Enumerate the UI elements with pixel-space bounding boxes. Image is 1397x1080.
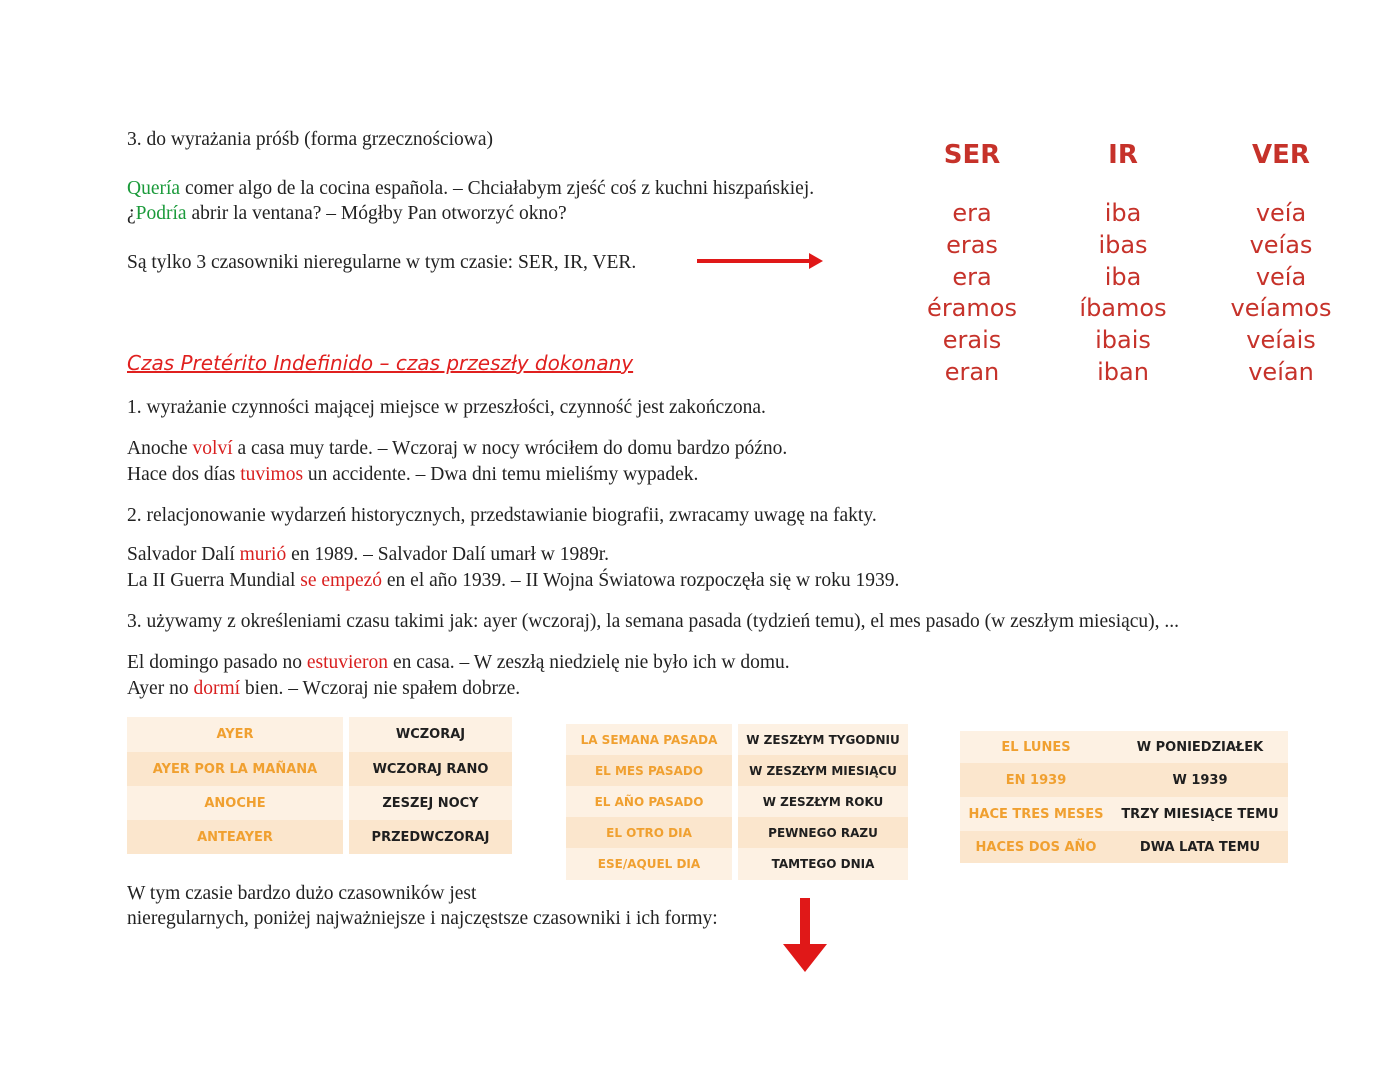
verb-form: íbamos [1079, 294, 1167, 323]
verb-form: eran [944, 357, 1000, 386]
example-volvi [127, 436, 787, 462]
verb-form: iba [1104, 199, 1142, 227]
example-murio [127, 542, 609, 568]
polish-translation: PEWNEGO RAZU [768, 825, 878, 840]
table-row [566, 786, 908, 817]
example-estuvieron [127, 650, 790, 676]
verb-highlight: estuvieron [306, 652, 389, 673]
spanish-expression: AYER [216, 727, 254, 742]
closing-line-1: W tym czasie bardzo dużo czasowników jest [127, 883, 477, 904]
verb-form: veíamos [1230, 294, 1332, 323]
table-row [566, 817, 908, 848]
down-arrow-icon [783, 898, 827, 972]
verb-form: iba [1104, 262, 1142, 291]
verb-form: veíais [1246, 326, 1316, 355]
verb-highlight: Podría [135, 203, 187, 224]
verb-form: erais [942, 326, 1002, 355]
spanish-expression: EL OTRO DIA [606, 825, 692, 840]
verb-highlight: dormí [193, 678, 241, 699]
example-dormi [127, 676, 520, 702]
polish-translation: TRZY MIESIĄCE TEMU [1121, 806, 1279, 822]
verb-form: iban [1097, 357, 1149, 386]
verb-name: VER [1252, 140, 1310, 170]
polish-translation: W PONIEDZIAŁEK [1136, 739, 1264, 755]
example-text: Hace dos días [127, 464, 241, 485]
example-text: en 1989. – Salvador Dalí umarł w 1989r. [286, 544, 610, 565]
spanish-expression: ANTEAYER [197, 829, 273, 845]
table-row [127, 786, 512, 820]
example-prefix: ¿ [127, 203, 136, 224]
example-tuvimos [127, 462, 698, 488]
polish-translation: W ZESZŁYM TYGODNIU [746, 732, 900, 747]
example-text: La II Guerra Mundial [127, 570, 301, 591]
verb-form: ibas [1098, 230, 1148, 259]
example-podria [127, 201, 567, 227]
verb-column-ir [1043, 138, 1203, 389]
time-table-specific [960, 731, 1288, 863]
example-text: Salvador Dalí [127, 544, 240, 565]
table-row [127, 820, 512, 854]
time-table-days [121, 717, 518, 854]
polish-translation: ZESZEJ NOCY [382, 795, 479, 811]
table-row [960, 731, 1288, 763]
spanish-expression: HACES DOS AÑO [975, 839, 1097, 855]
spanish-expression: EL AÑO PASADO [594, 794, 704, 809]
polish-translation: W ZESZŁYM ROKU [762, 794, 884, 809]
verb-form: era [952, 199, 992, 227]
polish-translation: W 1939 [1172, 772, 1228, 788]
right-arrow-icon [697, 259, 811, 263]
spanish-expression: AYER POR LA MAÑANA [152, 761, 318, 777]
example-text: abrir la ventana? – Mógłby Pan otworzyć okno? [186, 203, 567, 224]
table-row [127, 752, 512, 786]
polish-translation: WCZORAJ [395, 727, 466, 742]
table-row [566, 848, 908, 880]
verb-name: IR [1108, 140, 1138, 170]
verb-highlight: se empezó [300, 570, 383, 591]
verb-form: eras [946, 230, 998, 259]
example-text: Anoche [127, 438, 193, 459]
table-row [127, 717, 512, 752]
spanish-expression: HACE TRES MESES [968, 806, 1104, 822]
verb-form: era [952, 262, 992, 291]
example-text: comer algo de la cocina española. – Chciałabym zjeść coś z kuchni hiszpańskiej. [180, 178, 815, 199]
verb-form: ibais [1095, 326, 1151, 355]
polish-translation: W ZESZŁYM MIESIĄCU [749, 763, 897, 778]
closing-line-2: nieregularnych, poniżej najważniejsze i najczęstsze czasowniki i ich formy: [127, 908, 718, 929]
spanish-expression: LA SEMANA PASADA [580, 732, 718, 747]
verb-form: veías [1249, 230, 1313, 259]
verb-form: éramos [927, 294, 1017, 323]
verb-name: SER [943, 140, 1001, 170]
table-row [960, 763, 1288, 797]
table-row [960, 797, 1288, 831]
polish-translation: WCZORAJ RANO [372, 761, 489, 777]
verb-highlight: murió [239, 544, 287, 565]
verb-highlight: tuvimos [240, 464, 304, 485]
polish-translation: TAMTEGO DNIA [771, 857, 875, 871]
time-table-periods [560, 724, 914, 880]
verb-form: veía [1255, 262, 1307, 291]
polish-translation: PRZEDWCZORAJ [371, 829, 490, 845]
verb-column-ver [1201, 138, 1361, 389]
example-text: un accidente. – Dwa dni temu mieliśmy wypadek. [303, 464, 699, 485]
example-text: a casa muy tarde. – Wczoraj w nocy wróciłem do domu bardzo późno. [232, 438, 788, 459]
irregular-note: Są tylko 3 czasowniki nieregularne w tym czasie: SER, IR, VER. [127, 252, 637, 273]
example-text: Ayer no [127, 678, 194, 699]
table-row [960, 831, 1288, 863]
spanish-expression: ANOCHE [204, 795, 266, 811]
verb-highlight: volví [192, 438, 233, 459]
table-row [566, 755, 908, 786]
spanish-expression: ESE/AQUEL DIA [597, 857, 701, 871]
point-time-expressions: 3. używamy z określeniami czasu takimi jak: ayer (wczoraj), la semana pasada (tydzień temu), el mes pasado (w zeszłym miesiącu), ... [127, 611, 1180, 632]
verb-form: veían [1248, 357, 1314, 386]
verb-column-ser [892, 138, 1052, 389]
verb-highlight: Quería [127, 178, 181, 199]
spanish-expression: EL MES PASADO [594, 763, 704, 778]
section-heading: Czas Pretérito Indefinido – czas przeszły dokonany [127, 351, 634, 375]
point-polite-requests: 3. do wyrażania próśb (forma grzecznościowa) [127, 129, 494, 150]
example-text: bien. – Wczoraj nie spałem dobrze. [240, 678, 521, 699]
point-historical-events: 2. relacjonowanie wydarzeń historycznych, przedstawianie biografii, zwracamy uwagę na fakty. [127, 505, 877, 526]
spanish-expression: EL LUNES [1001, 739, 1071, 755]
polish-translation: DWA LATA TEMU [1139, 839, 1261, 855]
point-completed-action: 1. wyrażanie czynności mającej miejsce w przeszłości, czynność jest zakończona. [127, 397, 766, 418]
example-queria [127, 176, 814, 202]
table-row [566, 724, 908, 755]
spanish-expression: EN 1939 [1005, 772, 1067, 788]
verb-form: veía [1255, 199, 1307, 227]
example-text: en el año 1939. – II Wojna Światowa rozpoczęła się w roku 1939. [382, 570, 900, 591]
example-text: en casa. – W zeszłą niedzielę nie było ich w domu. [388, 652, 790, 673]
example-se-empezo [127, 568, 899, 594]
example-text: El domingo pasado no [127, 652, 307, 673]
